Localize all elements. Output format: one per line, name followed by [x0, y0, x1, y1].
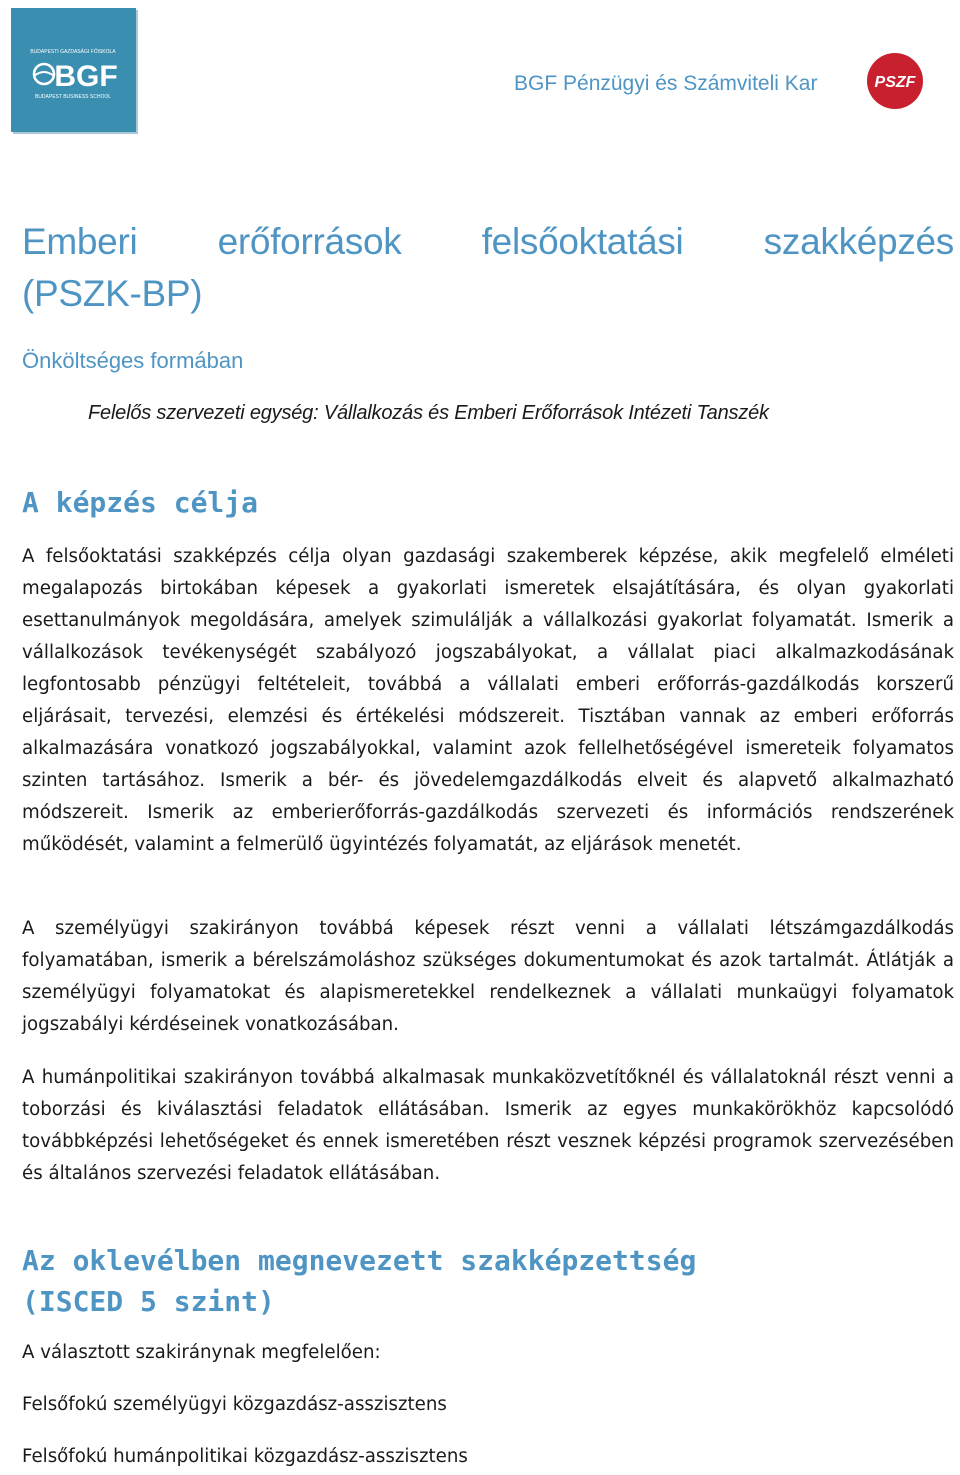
qualification-item: Felsőfokú humánpolitikai közgazdász-asszisztens — [22, 1446, 468, 1467]
paragraph-goal-hr-policy: A humánpolitikai szakirányon továbbá alkalmasak munkaközvetítőknél és vállalatoknál részt venni a toborzási és kiválasztási feladatok ellátásában. Ismerik az egyes munkakörökhöz kapcsolódó továbbképzési lehetőségeket és ennek ismeretében részt vesznek képzési programok szervezésében és általános szervezési feladatok ellátásában. — [22, 1067, 954, 1184]
page-title-code: (PSZK-BP) — [22, 273, 203, 314]
paragraph-goal-general: A felsőoktatási szakképzés célja olyan gazdasági szakemberek képzése, akik megfelelő elméleti megalapozás birtokában képesek a gyakorlati ismeretek elsajátítására, és olyan gyakorlati esettanulmányok megoldására, amelyek szimulálják a vállalkozási gyakorlat folyamatát. Ismerik a vállalkozások tevékenységét szabályozó jogszabályokat, a vállalat piaci alkalmazkodásának legfontosabb pénzügyi feltételeit, továbbá a vállalati emberi erőforrás-gazdálkodás korszerű eljárásait, tervezési, elemzési és értékelési módszereit. Tisztában vannak az emberi erőforrás alkalmazására vonatkozó jogszabályokkal, valamint azok fellelhetőségével ismereteik folyamatos szinten tartásához. Ismerik a bér- és jövedelemgazdálkodás elveit és alapvető alkalmazható módszereit. Ismerik az emberierőforrás-gazdálkodás szervezeti és információs rendszerének működését, valamint a felmerülő ügyintézés folyamatát, az eljárások menetét. — [22, 546, 954, 855]
pszf-logo — [866, 52, 924, 110]
pszf-logo-text: PSZF — [874, 74, 916, 91]
responsible-unit: Felelős szervezeti egység: Vállalkozás és Emberi Erőforrások Intézeti Tanszék — [88, 402, 769, 424]
page-title: Emberi erőforrások felsőoktatási szakképzés — [22, 221, 954, 262]
bgf-logo-bottom-text: BUDAPEST BUSINESS SCHOOL — [34, 94, 112, 100]
section-heading-qualification-level: (ISCED 5 szint) — [22, 1285, 275, 1318]
paragraph-goal-personnel: A személyügyi szakirányon továbbá képesek részt venni a vállalati létszámgazdálkodás folyamatában, ismerik a bérelszámoláshoz szükséges dokumentumokat és azok tartalmát. Átlátják a személyügyi folyamatokat és alapismeretekkel rendelkeznek a vállalati munkaügyi folyamatok jogszabályi kérdéseinek vonatkozásában. — [22, 918, 954, 1035]
bgf-logo-text: BGF — [54, 60, 118, 93]
qualification-intro: A választott szakiránynak megfelelően: — [22, 1342, 381, 1363]
bgf-logo-top-text: BUDAPESTI GAZDASÁGI FŐISKOLA — [30, 49, 116, 55]
subtitle: Önköltséges formában — [22, 348, 244, 373]
bgf-logo — [11, 8, 136, 132]
section-heading-qualification: Az oklevélben megnevezett szakképzettség — [22, 1244, 697, 1277]
qualification-item: Felsőfokú személyügyi közgazdász-asszisztens — [22, 1394, 447, 1415]
section-heading-goal: A képzés célja — [22, 486, 259, 519]
institution-name: BGF Pénzügyi és Számviteli Kar — [514, 72, 818, 95]
